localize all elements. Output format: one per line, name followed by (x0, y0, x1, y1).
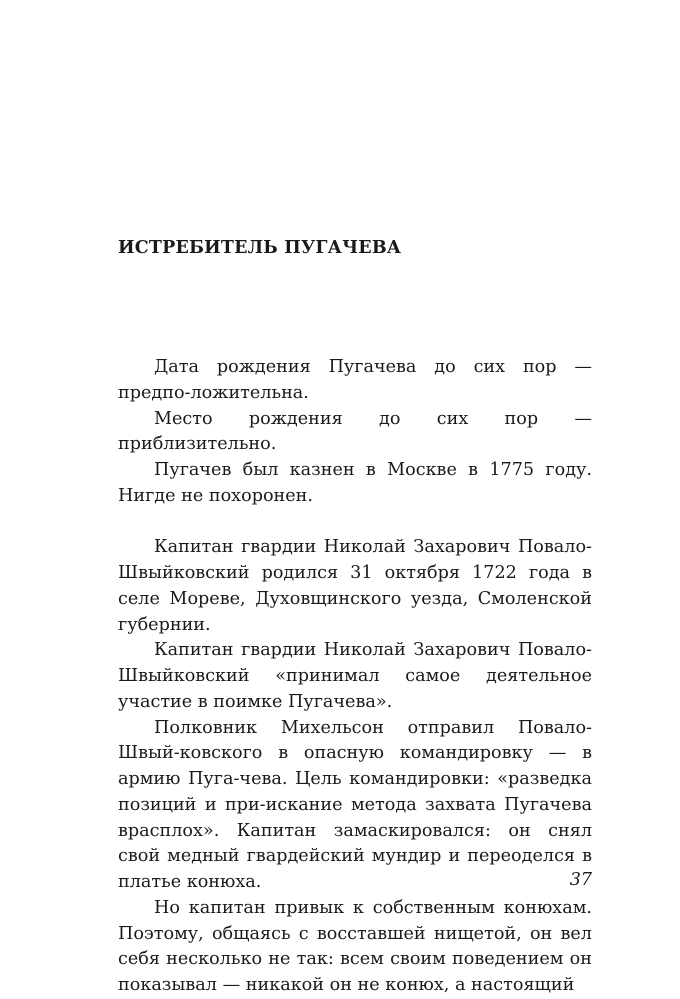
page-number: 37 (569, 870, 592, 890)
chapter-title: ИСТРЕБИТЕЛЬ ПУГАЧЕВА (118, 238, 402, 258)
paragraph-execution: Пугачев был казнен в Москве в 1775 году. Нигде не похоронен. (118, 460, 592, 506)
paragraph-disguise: Но капитан привык к собственным конюхам. Поэтому, общаясь с восставшей нищетой, он вел себя несколько не так: всем своим поведением он показывал — никакой он не конюх, а настоящий (118, 897, 592, 995)
paragraph-birth-date: Дата рождения Пугачева до сих пор — предпо-ложительна. (118, 357, 592, 403)
paragraph-mission: Полковник Михельсон отправил Повало-Швый-ковского в опасную командировку — в армию Пуга-чева. Цель командировки: «разведка позиций и при-искание метода захвата Пугачева врасплох». Капитан замаскировался: он снял свой медный гвардейский мундир и переоделся в платье конюха. (118, 717, 592, 892)
section-break (118, 510, 592, 536)
body-text (118, 355, 592, 999)
paragraph-captain-capture: Капитан гвардии Николай Захарович Повало-Швыйковский «принимал самое деятельное участие в поимке Пугачева». (118, 640, 592, 712)
paragraph-captain-birth: Капитан гвардии Николай Захарович Повало-Швыйковский родился 31 октября 1722 года в селе Мореве, Духовщинского уезда, Смоленской губернии. (118, 537, 592, 635)
paragraph-birth-place: Место рождения до сих пор — приблизительно. (118, 408, 592, 455)
